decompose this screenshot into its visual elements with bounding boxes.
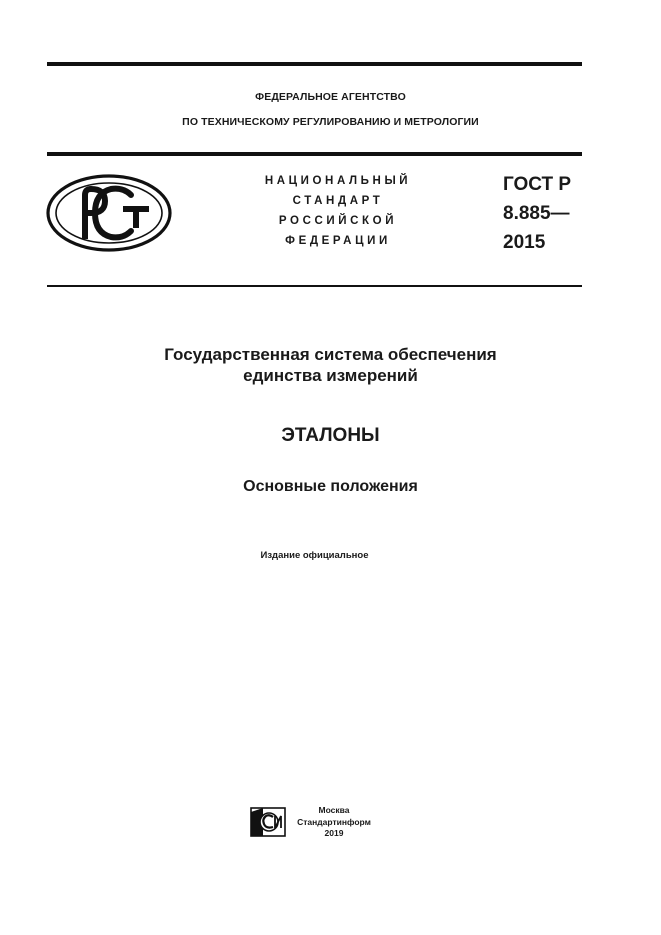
document-title-line: Государственная система обеспечения [164,345,497,364]
standard-type-line: НАЦИОНАЛЬНЫЙ [264,175,412,187]
agency-line-2: ПО ТЕХНИЧЕСКОМУ РЕГУЛИРОВАНИЮ И МЕТРОЛОГИИ [182,116,479,128]
publisher-name: Стандартинформ [297,816,371,827]
top-rule [47,62,582,66]
standard-type-line: РОССИЙСКОЙ [278,215,398,227]
designation-line: ГОСТ Р [503,174,572,195]
publisher-year: 2019 [324,828,344,838]
document-title-line: единства измерений [243,366,418,385]
agency-line-1: ФЕДЕРАЛЬНОЕ АГЕНТСТВО [255,91,406,103]
publisher-city: Москва [318,805,350,815]
publisher-imprint [296,805,372,840]
middle-rule [47,152,582,156]
rst-certification-mark-icon [45,173,173,253]
document-title [0,344,661,386]
standard-type-line: СТАНДАРТ [292,195,384,207]
standartinform-logo-icon [249,806,287,838]
standard-designation [503,170,571,257]
designation-line: 8.885— [503,203,570,224]
standard-type [232,171,444,251]
bottom-rule [47,285,582,287]
designation-line: 2015 [503,232,546,253]
document-subtitle: Основные положения [243,478,418,495]
document-subject: ЭТАЛОНЫ [281,425,380,446]
standard-type-line: ФЕДЕРАЦИИ [285,235,391,247]
edition-note: Издание официальное [260,550,369,561]
